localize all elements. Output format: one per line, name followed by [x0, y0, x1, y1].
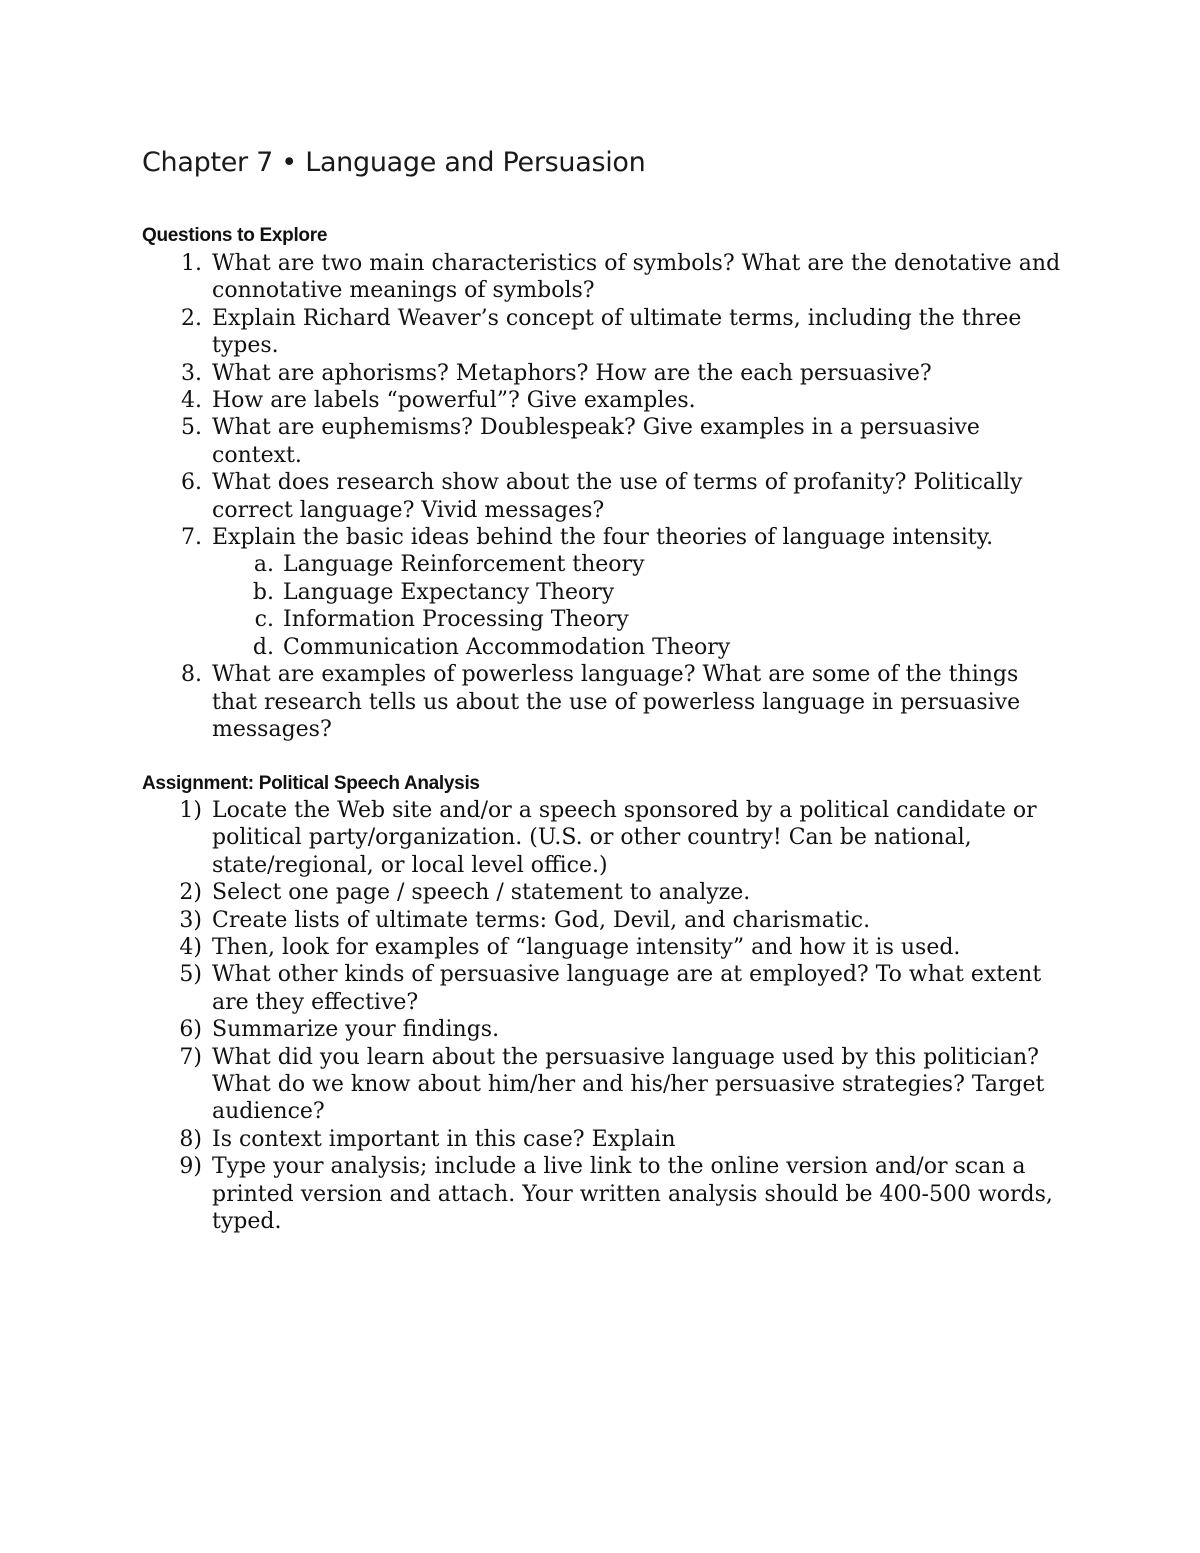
question-number: 8.	[181, 662, 202, 688]
step-text: Create lists of ultimate terms: God, Devil, and charismatic.	[212, 907, 871, 933]
step-number: 6)	[179, 1017, 202, 1043]
step-number: 7)	[179, 1044, 202, 1070]
step-number: 1)	[179, 798, 202, 823]
step-text: Then, look for examples of “language intensity” and how it is used.	[212, 935, 961, 961]
step-text: Summarize your findings.	[212, 1017, 500, 1043]
step-text: What did you learn about the persuasive language used by this politician? What do we know about him/her and his/her persuasive strategies? Target audience?	[212, 1044, 1045, 1125]
assignment-step	[0, 879, 1062, 906]
assignment-step	[0, 797, 1062, 879]
step-number: 9)	[179, 1154, 202, 1180]
step-number: 4)	[179, 935, 202, 961]
theory-item	[212, 634, 1062, 661]
question-item	[0, 360, 1062, 387]
theory-letter: a.	[253, 552, 274, 578]
question-number: 5.	[181, 415, 202, 441]
theory-sublist	[212, 551, 1062, 661]
step-text: Select one page / speech / statement to analyze.	[212, 880, 751, 906]
question-text: How are labels “powerful”? Give examples.	[212, 388, 696, 414]
assignment-step	[0, 961, 1062, 1016]
question-item	[0, 414, 1062, 469]
step-text: Type your analysis; include a live link to the online version and/or scan a printed version and attach. Your written analysis should be 400-500 words, typed.	[212, 1154, 1053, 1235]
theory-letter: c.	[254, 607, 274, 633]
assignment-step	[0, 1153, 1062, 1235]
assignment-step	[0, 907, 1062, 934]
theory-item	[212, 606, 1062, 633]
theory-text: Communication Accommodation Theory	[283, 634, 731, 660]
question-number: 6.	[181, 470, 202, 496]
question-number: 2.	[181, 305, 202, 331]
question-item	[0, 387, 1062, 414]
question-number: 1.	[181, 251, 202, 276]
step-text: What other kinds of persuasive language are at employed? To what extent are they effective?	[212, 962, 1042, 1015]
questions-heading: Questions to Explore	[142, 225, 328, 246]
step-number: 8)	[179, 1126, 202, 1152]
theory-text: Language Expectancy Theory	[283, 579, 615, 605]
assignment-heading: Assignment: Political Speech Analysis	[142, 773, 480, 794]
question-text: What are euphemisms? Doublespeak? Give examples in a persuasive context.	[212, 415, 980, 468]
question-item	[0, 469, 1062, 524]
question-item	[0, 305, 1062, 360]
question-item	[0, 250, 1062, 305]
theory-item	[212, 579, 1062, 606]
theory-text: Information Processing Theory	[283, 607, 629, 633]
step-text: Locate the Web site and/or a speech sponsored by a political candidate or political party/organization. (U.S. or other country! Can be national, state/regional, or local level office.)	[212, 798, 1037, 878]
step-number: 5)	[179, 962, 202, 988]
question-item	[0, 524, 1062, 661]
question-text: Explain the basic ideas behind the four theories of language intensity.	[212, 525, 994, 551]
theory-letter: b.	[252, 579, 274, 605]
assignment-step	[0, 934, 1062, 961]
question-text: What are aphorisms? Metaphors? How are the each persuasive?	[212, 360, 932, 386]
page-title: Chapter 7 • Language and Persuasion	[142, 147, 646, 178]
question-text: What does research show about the use of terms of profanity? Politically correct language? Vivid messages?	[212, 470, 1023, 523]
questions-list	[0, 250, 1062, 743]
assignment-step	[0, 1044, 1062, 1126]
step-number: 2)	[179, 880, 202, 906]
step-number: 3)	[179, 907, 202, 933]
theory-item	[212, 551, 1062, 578]
question-text: Explain Richard Weaver’s concept of ultimate terms, including the three types.	[212, 305, 1022, 359]
question-text: What are examples of powerless language? What are some of the things that research tells us about the use of powerless language in persuasive messages?	[212, 662, 1021, 742]
step-text: Is context important in this case? Explain	[212, 1126, 676, 1152]
question-number: 4.	[181, 388, 202, 414]
assignment-step	[0, 1126, 1062, 1153]
question-number: 3.	[181, 360, 202, 386]
question-item	[0, 661, 1062, 743]
assignment-step	[0, 1016, 1062, 1043]
assignment-list	[0, 797, 1062, 1236]
theory-text: Language Reinforcement theory	[283, 552, 645, 578]
theory-letter: d.	[252, 634, 274, 660]
question-number: 7.	[181, 525, 202, 551]
question-text: What are two main characteristics of symbols? What are the denotative and connotative meanings of symbols?	[212, 251, 1061, 304]
